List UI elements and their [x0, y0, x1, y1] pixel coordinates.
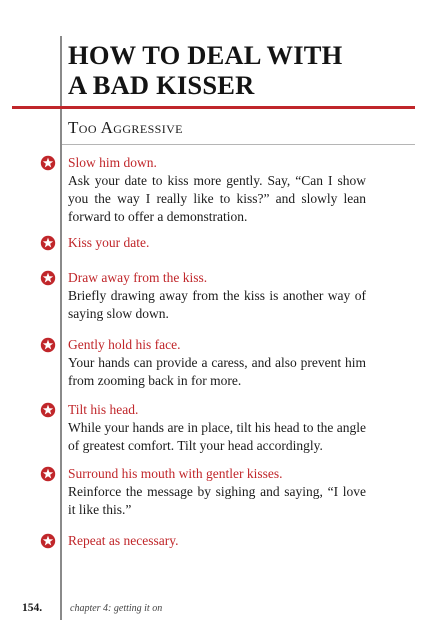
step-item: [68, 401, 366, 455]
step-item: [68, 336, 366, 390]
step-title: Kiss your date.: [68, 235, 150, 250]
step-body: Your hands can provide a caress, and also prevent him from zooming back in for more.: [68, 355, 366, 388]
star-in-circle-icon: [40, 270, 56, 286]
chapter-footer: chapter 4: getting it on: [70, 603, 163, 614]
step-title: Slow him down.: [68, 155, 157, 170]
step-title: Draw away from the kiss.: [68, 270, 208, 285]
step-item: [68, 154, 366, 226]
step-body: While your hands are in place, tilt his head to the angle of greatest comfort. Tilt your head accordingly.: [68, 420, 366, 453]
star-in-circle-icon: [40, 337, 56, 353]
section-subtitle: Too Aggressive: [68, 118, 183, 137]
page-title-line-1: HOW TO DEAL WITH: [68, 40, 343, 70]
star-in-circle-icon: [40, 533, 56, 549]
star-in-circle-icon: [40, 402, 56, 418]
step-item: [68, 532, 366, 550]
step-title: Tilt his head.: [68, 402, 139, 417]
star-in-circle-icon: [40, 155, 56, 171]
step-title: Gently hold his face.: [68, 337, 181, 352]
star-in-circle-icon: [40, 466, 56, 482]
step-body: Briefly drawing away from the kiss is another way of saying slow down.: [68, 288, 366, 321]
step-item: [68, 269, 366, 323]
subtitle-rule: [62, 144, 415, 145]
step-body: Ask your date to kiss more gently. Say, “Can I show you the way I really like to kiss?” and slowly lean forward to offer a demonstration.: [68, 173, 366, 224]
title-red-rule: [12, 106, 415, 109]
page-number: 154.: [22, 602, 43, 614]
page-title: [68, 40, 408, 100]
margin-vertical-rule: [60, 36, 62, 620]
step-item: [68, 465, 366, 519]
page-title-line-2: A BAD KISSER: [68, 70, 255, 100]
step-body: Reinforce the message by sighing and saying, “I love it like this.”: [68, 484, 366, 517]
star-in-circle-icon: [40, 235, 56, 251]
step-title: Repeat as necessary.: [68, 533, 179, 548]
step-title: Surround his mouth with gentler kisses.: [68, 466, 283, 481]
step-item: [68, 234, 366, 252]
